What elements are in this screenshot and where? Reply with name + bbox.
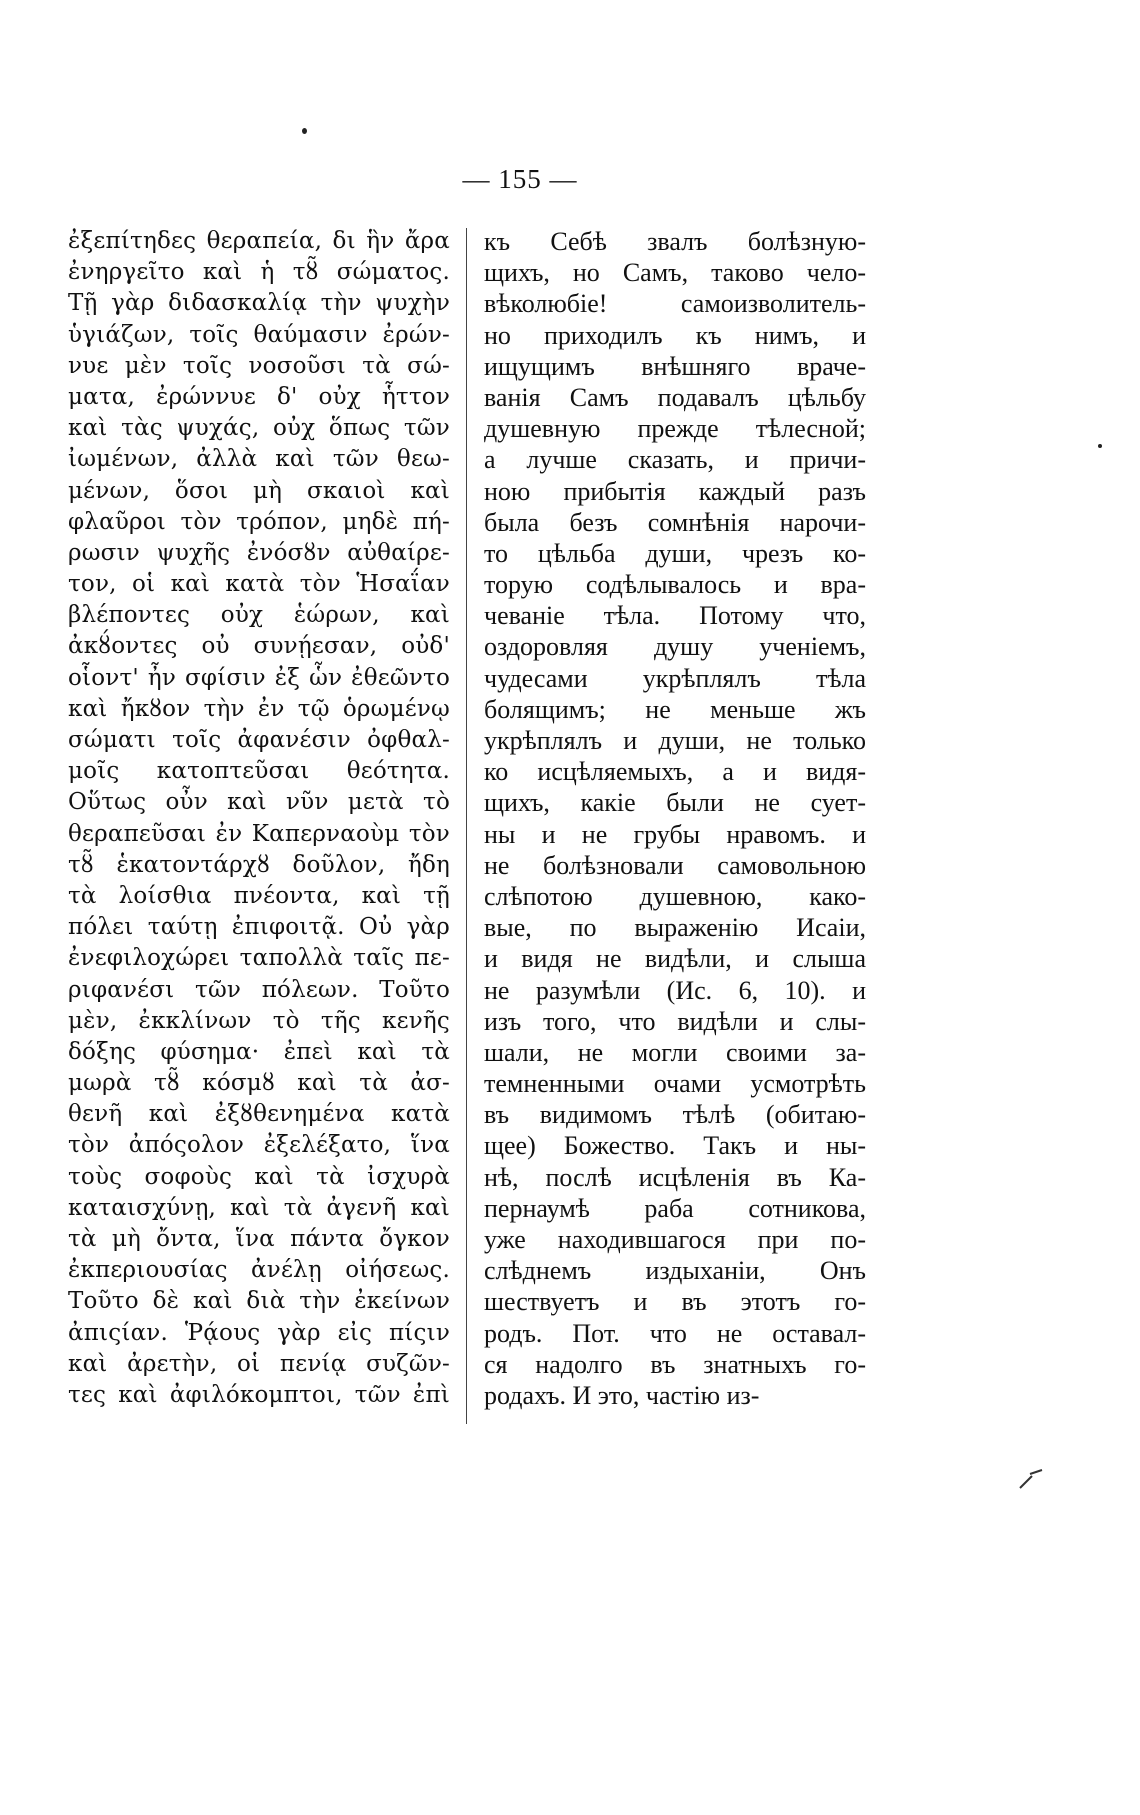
text-line: шали, не могли своими за- [484, 1037, 866, 1067]
text-line: щихъ, но Самъ, таково чело- [484, 258, 866, 288]
text-line: пернаумѣ раба сотникова, [484, 1193, 866, 1223]
text-line: καταισχύνῃ, καὶ τὰ ἀγενῆ καὶ [68, 1194, 450, 1221]
text-line: μωρὰ τȣ̃ κόσμȣ καὶ τὰ ἀσ- [68, 1070, 450, 1097]
text-line: ἐξεπίτηδες θεραπεία, δι ἣν ἄρα [68, 228, 450, 254]
text-line: изъ того, что видѣли и слы- [484, 1006, 866, 1036]
text-line: ванія Самъ подавалъ цѣльбу [484, 382, 866, 412]
text-line: τον, οἱ καὶ κατὰ τὸν Ἡσαΐαν [68, 571, 450, 598]
text-line: φλαῦροι τὸν τρόπον, μηδὲ πή- [68, 508, 450, 535]
text-line: τες καὶ ἀφιλόκομπτοι, τῶν ἐπὶ [68, 1381, 450, 1408]
text-line: ματα, ἐρώννυε δ' οὐχ ἧττον [68, 383, 450, 410]
text-line: то цѣльба души, чрезъ ко- [484, 538, 866, 568]
text-line: τὰ λοίσθια πνέοντα, καὶ τῇ [68, 882, 450, 909]
text-line: ἐκπεριουσίας ἀνέλῃ οἰήσεως. [68, 1257, 450, 1284]
text-line: Τοῦτο δὲ καὶ διὰ τὴν ἐκείνων [68, 1288, 450, 1315]
text-line: въ видимомъ тѣлѣ (обитаю- [484, 1100, 866, 1130]
text-line: ἐνηργεῖτο καὶ ἡ τȣ̃ σώματος. [68, 259, 450, 286]
text-line: θενῆ καὶ ἐξȣθενημένα κατὰ [68, 1101, 450, 1128]
text-line: ἰωμένων, ἀλλὰ καὶ τῶν θεω- [68, 446, 450, 473]
text-line: Τῇ γὰρ διδασκαλίᾳ τὴν ψυχὴν [68, 290, 450, 317]
text-line: ὑγιάζων, τοῖς θαύμασιν ἐρών- [68, 321, 450, 348]
text-line: ны и не грубы нравомъ. и [484, 819, 866, 849]
text-line: чудесами укрѣплялъ тѣла [484, 663, 866, 693]
text-line: слѣпотою душевною, како- [484, 881, 866, 911]
text-line: τοὺς σοφοὺς καὶ τὰ ἰσχυρὰ [68, 1163, 450, 1190]
text-line: оздоровляя душу ученіемъ, [484, 632, 866, 662]
text-line: νυε μὲν τοῖς νοσοῦσι τὰ σώ- [68, 352, 450, 379]
ink-speck [1098, 444, 1102, 448]
text-line: и видя не видѣли, и слыша [484, 944, 866, 974]
text-line: не разумѣли (Ис. 6, 10). и [484, 975, 866, 1005]
text-line: ἀκȣ́οντες οὐ συνῄεσαν, οὐδ' [68, 633, 450, 660]
text-line: σώματι τοῖς ἀφανέσιν ὀφθαλ- [68, 727, 450, 753]
text-line: πόλει ταύτῃ ἐπιφοιτᾷ. Οὐ γὰρ [68, 914, 450, 941]
text-line: μένων, ὅσοι μὴ σκαιοὶ καὶ [68, 477, 450, 504]
text-line: шествуетъ и въ этотъ го- [484, 1287, 866, 1317]
text-line: торую содѣлывалось и вра- [484, 570, 866, 600]
text-line: вѣколюбіе! самоизволитель- [484, 289, 866, 319]
text-line: βλέποντες οὐχ ἑώρων, καὶ [68, 602, 450, 629]
text-line: душевную прежде тѣлесной; [484, 414, 866, 444]
ink-speck [302, 128, 307, 134]
text-line: δόξης φύσημα· ἐπεὶ καὶ τὰ [68, 1038, 450, 1065]
text-line: родъ. Пот. что не оставал- [484, 1318, 866, 1348]
text-line: ἐνεφιλοχώρει ταπολλὰ ταῖς πε- [68, 945, 450, 972]
text-line: не болѣзновали самовольною [484, 850, 866, 880]
text-line: ριφανέσι τῶν πόλεων. Τοῦτο [68, 976, 450, 1003]
text-line: уже находившагося при по- [484, 1225, 866, 1254]
text-line: τȣ̃ ἑκατοντάρχȣ δοῦλον, ἤδη [68, 851, 450, 878]
text-line: καὶ ἤκȣον τὴν ἐν τῷ ὁρωμένῳ [68, 695, 450, 722]
text-line: укрѣплялъ и души, не только [484, 726, 866, 755]
text-line: τὰ μὴ ὄντα, ἵνα πάντα ὄγκον [68, 1226, 450, 1252]
pencil-mark-icon [1018, 1468, 1044, 1490]
text-line: родахъ. И это, частію из- [484, 1380, 760, 1410]
text-line: Οὕτως οὖν καὶ νῦν μετὰ τὸ [68, 789, 450, 816]
text-line: οἷοντ' ἦν σφίσιν ἐξ ὧν ἐθεῶντο [68, 664, 450, 691]
text-line: но приходилъ къ нимъ, и [484, 320, 866, 350]
text-line: чеванie тѣла. Потому что, [484, 601, 866, 631]
text-line: ною прибытія каждый разъ [484, 476, 866, 506]
text-line: ко исцѣляемыхъ, а и видя- [484, 757, 866, 787]
text-line: а лучше сказать, и причи- [484, 445, 866, 475]
text-line: щихъ, какіе были не сует- [484, 788, 866, 818]
russian-text-column [484, 226, 866, 1411]
column-divider [466, 228, 467, 1424]
text-line: вые, по выраженію Исаіи, [484, 913, 866, 943]
text-line: слѣднемъ издыханіи, Онъ [484, 1256, 866, 1286]
text-line: μοῖς κατοπτεῦσαι θεότητα. [68, 758, 450, 785]
text-line: θεραπεῦσαι ἐν Καπερναοὺμ τὸν [68, 820, 450, 847]
text-line: ρωσιν ψυχῆς ἐνόσȣν αὐθαίρε- [68, 539, 450, 566]
text-line: къ Себѣ звалъ болѣзную- [484, 227, 866, 256]
text-line: ищущимъ внѣшняго враче- [484, 351, 866, 381]
text-line: болящимъ; не меньше жъ [484, 694, 866, 724]
text-line: была безъ сомнѣнія нарочи- [484, 507, 866, 537]
text-line: щее) Божество. Такъ и ны- [484, 1131, 866, 1161]
page-number: — 155 — [462, 164, 578, 194]
greek-text-column [68, 226, 450, 1411]
text-line: нѣ, послѣ исцѣленія въ Ка- [484, 1162, 866, 1192]
text-line: καὶ τὰς ψυχάς, οὐχ ὅπως τῶν [68, 415, 450, 442]
text-line: μὲν, ἐκκλίνων τὸ τῆς κενῆς [68, 1007, 450, 1034]
text-line: темненными очами усмотрѣть [484, 1069, 866, 1099]
text-line: τὸν ἀπόςολον ἐξελέξατο, ἵνα [68, 1132, 450, 1159]
text-line: ся надолго въ знатныхъ го- [484, 1349, 866, 1379]
text-line: ἀπιςίαν. Ῥᾴους γὰρ εἰς πίςιν [68, 1319, 450, 1346]
text-line: καὶ ἀρετὴν, οἱ πενίᾳ συζῶν- [68, 1350, 450, 1377]
